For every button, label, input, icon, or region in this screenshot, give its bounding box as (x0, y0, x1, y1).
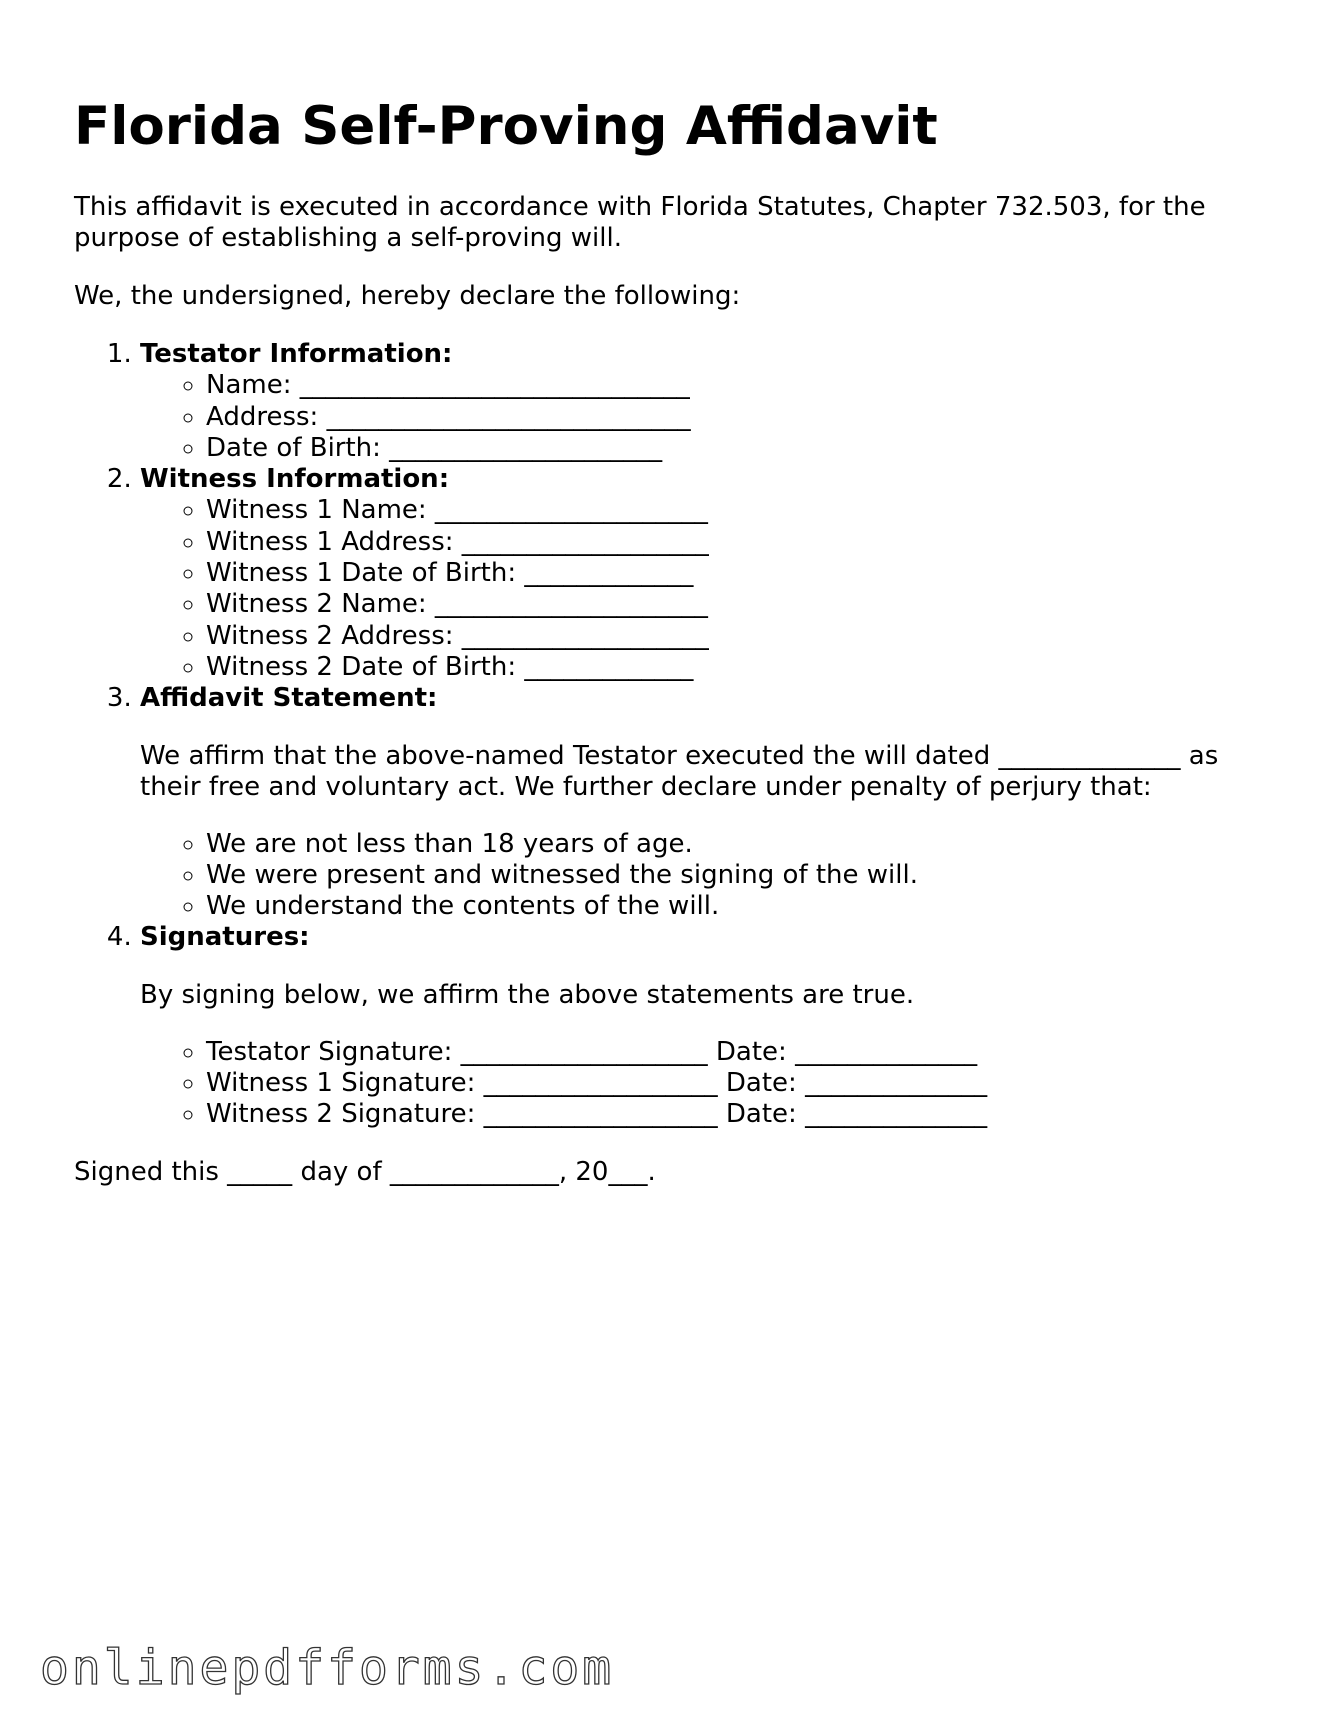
witness-2-name-field[interactable]: ◦ Witness 2 Name: _____________________ (206, 589, 1274, 620)
section-witness-information (140, 464, 1274, 683)
testator-address-field[interactable]: ◦ Address: ____________________________ (206, 402, 1274, 433)
testator-name-field[interactable]: ◦ Name: ______________________________ (206, 370, 1274, 401)
witness-1-name-field[interactable]: ◦ Witness 1 Name: _____________________ (206, 495, 1274, 526)
section-title: Affidavit Statement: (140, 683, 438, 714)
witness-1-signature-line[interactable]: ◦ Witness 1 Signature: __________________ Date: ______________ (206, 1068, 1274, 1099)
signature-lines-list (140, 1037, 1274, 1131)
section-title: Witness Information: (140, 464, 450, 495)
witness-1-address-field[interactable]: ◦ Witness 1 Address: ___________________ (206, 527, 1274, 558)
signatures-paragraph: By signing below, we affirm the above statements are true. (140, 979, 915, 1010)
affirmations-list (140, 829, 1274, 923)
section-title: Signatures: (140, 922, 310, 953)
section-list (74, 339, 1274, 1131)
affidavit-statement-paragraph: We affirm that the above-named Testator executed the will dated ______________ as their free and voluntary act. We further declare under penalty of perjury that: (140, 740, 1219, 802)
witness-fields-list (140, 495, 1274, 683)
witness-1-dob-field[interactable]: ◦ Witness 1 Date of Birth: _____________ (206, 558, 1274, 589)
testator-dob-field[interactable]: ◦ Date of Birth: _____________________ (206, 433, 1274, 464)
testator-signature-line[interactable]: ◦ Testator Signature: ___________________ Date: ______________ (206, 1037, 1274, 1068)
watermark-text: onlinepdfforms.com (40, 1640, 615, 1696)
witness-2-address-field[interactable]: ◦ Witness 2 Address: ___________________ (206, 621, 1274, 652)
section-signatures (140, 922, 1274, 1130)
document-title: Florida Self-Proving Affidavit (74, 96, 938, 157)
signed-date-line[interactable]: Signed this _____ day of _____________, 20___. (74, 1156, 656, 1187)
section-testator-information (140, 339, 1274, 464)
section-title: Testator Information: (140, 339, 453, 369)
affirmation-item: ◦ We understand the contents of the will. (206, 891, 1274, 922)
witness-2-signature-line[interactable]: ◦ Witness 2 Signature: __________________ Date: ______________ (206, 1099, 1274, 1130)
document-page (74, 92, 1274, 1188)
testator-fields-list (140, 370, 1274, 464)
declaration-paragraph: We, the undersigned, hereby declare the following: (74, 281, 741, 311)
affirmation-item: ◦ We are not less than 18 years of age. (206, 829, 1274, 860)
intro-paragraph: This affidavit is executed in accordance with Florida Statutes, Chapter 732.503, for the purpose of establishing a self-proving will. (74, 192, 1206, 253)
section-affidavit-statement (140, 683, 1274, 922)
affirmation-item: ◦ We were present and witnessed the signing of the will. (206, 860, 1274, 891)
witness-2-dob-field[interactable]: ◦ Witness 2 Date of Birth: _____________ (206, 652, 1274, 683)
